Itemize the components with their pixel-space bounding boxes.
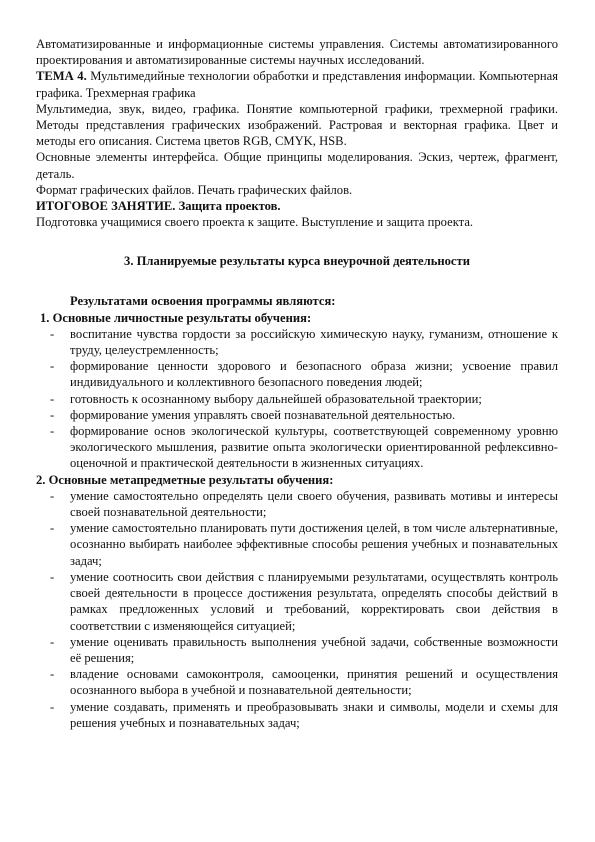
bullet-dash: - (50, 634, 55, 649)
results-intro: Результатами освоения программы являются: (70, 294, 336, 309)
meta-results-title: 2. Основные метапредметные результаты обучения: (36, 472, 334, 487)
bullet-dash: - (50, 488, 55, 503)
topic-4-label: ТЕМА 4. (36, 69, 87, 84)
list-item: - формирование умения управлять своей познавательной деятельностью. (50, 407, 456, 422)
bullet-dash: - (50, 667, 55, 682)
personal-results-title: 1. Основные личностные результаты обучения: (40, 310, 312, 325)
topic-4-content-3: Формат графических файлов. Печать графических файлов. (36, 182, 353, 197)
topic-4-text: Мультимедийные технологии обработки и представления информации. Компьютерная графика. Трехмерная графика (36, 69, 558, 100)
bullet-dash: - (50, 424, 55, 439)
bullet-dash: - (50, 326, 55, 341)
topic-4-content-1: Мультимедиа, звук, видео, графика. Понятие компьютерной графики, трехмерной графики. Методы представления графических изображений. Растровая и векторная графика. Цвет и методы его описания. Система цветов RGB, CMYK, HSB. (36, 101, 558, 149)
topic-4-content-2: Основные элементы интерфейса. Общие принципы моделирования. Эскиз, чертеж, фрагмент, деталь. (36, 150, 558, 181)
topic-4-paragraph (36, 68, 558, 100)
list-item: - умение самостоятельно определять цели своего обучения, развивать мотивы и интересы своей познавательной деятельности; (50, 488, 558, 520)
intro-paragraph: Автоматизированные и информационные системы управления. Системы автоматизированного проектирования и автоматизированные системы научных исследований. (36, 37, 558, 68)
list-item: - умение самостоятельно планировать пути достижения целей, в том числе альтернативные, осознанно выбирать наиболее эффективные способы решения учебных и познавательных задач; (50, 521, 558, 568)
section-3-title: 3. Планируемые результаты курса внеурочной деятельности (124, 254, 470, 269)
list-item: - умение оценивать правильность выполнения учебной задачи, собственные возможности её решения; (50, 634, 558, 665)
bullet-dash: - (50, 521, 55, 536)
meta-results-list (36, 488, 558, 731)
document-page (36, 36, 558, 731)
bullet-dash: - (50, 407, 55, 422)
list-item: - владение основами самоконтроля, самооценки, принятия решений и осуществления осознанного выбора в учебной и познавательной деятельности; (50, 667, 558, 698)
bullet-dash: - (50, 391, 55, 406)
bullet-dash: - (50, 699, 55, 714)
list-item: - готовность к осознанному выбору дальнейшей образовательной траектории; (50, 391, 482, 406)
list-item: - умение создавать, применять и преобразовывать знаки и символы, модели и схемы для решения учебных и познавательных задач; (50, 699, 558, 730)
list-item: - формирование ценности здорового и безопасного образа жизни; усвоение правил индивидуального и коллективного безопасного поведения людей; (50, 359, 558, 390)
list-item: - воспитание чувства гордости за российскую химическую науку, гуманизм, отношение к труду, целеустремленность; (50, 326, 558, 358)
final-lesson-heading: ИТОГОВОЕ ЗАНЯТИЕ. Защита проектов. (36, 199, 281, 214)
list-item: - умение соотносить свои действия с планируемыми результатами, осуществлять контроль своей деятельности в процессе достижения результата, определять способы действий в рамках предложенных условий и требований, корректировать свои действия в соответствии с изменяющейся ситуацией; (50, 569, 558, 633)
bullet-dash: - (50, 359, 55, 374)
bullet-dash: - (50, 569, 55, 584)
personal-results-list (36, 326, 558, 472)
list-item: - формирование основ экологической культуры, соответствующей современному уровню экологического мышления, развитие опыта экологически ориентированной рефлексивно-оценочной и практической деятельности в жизненных ситуациях. (50, 424, 558, 471)
final-lesson-text: Подготовка учащимися своего проекта к защите. Выступление и защита проекта. (36, 215, 474, 230)
